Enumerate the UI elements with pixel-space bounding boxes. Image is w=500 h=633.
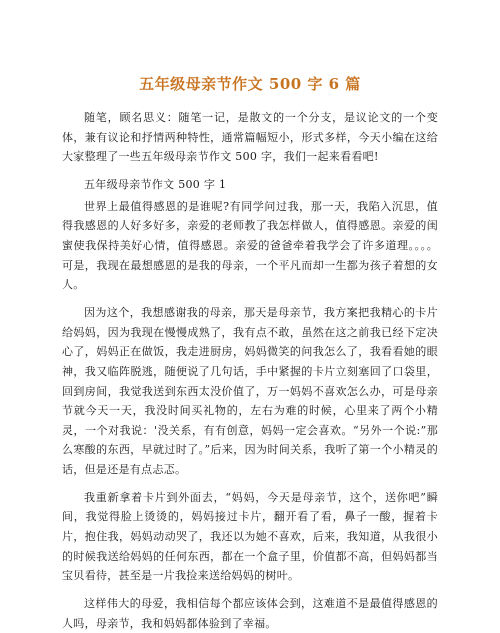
section-heading: 五年级母亲节作文 500 字 1 xyxy=(84,178,227,192)
intro-paragraph: 随笔，顾名思义：随笔一记，是散文的一个分支，是议论文的一个变体，兼有议论和抒情两种特性，通常篇幅短小，形式多样，今天小编在这给大家整理了一些五年级母亲节作文 500 字，我们一起来看看吧! xyxy=(62,111,438,164)
body-paragraph-4: 这样伟大的母爱，我相信每个都应该体会到，这难道不是最值得感恩的人吗，母亲节，我和妈妈都体验到了幸福。 xyxy=(62,597,438,630)
body-paragraph-2: 因为这个，我想感谢我的母亲，那天是母亲节，我方案把我精心的卡片给妈妈，因为我现在慢慢成熟了，我有点不敢，虽然在这之前我已经下定决心了，妈妈正在做饭，我走进厨房，妈妈微笑的问我怎么了，我看看她的眼神，我又临阵脱逃，随便说了几句话，手中紧握的卡片立刻塞回了口袋里，回到房间，我觉我送到东西太没价值了，万一妈妈不喜欢怎么办，可是母亲节就今天一天，我没时间买礼物的，左右为难的时候，心里来了两个小精灵，一个对我说：'没关系，有有创意，妈妈一定会喜欢。“另外一个说:”那么寒酸的东西，早就过时了。”后来，因为时间关系，我听了第一个小精灵的话，但是还是有点忐忑。 xyxy=(62,306,438,476)
body-paragraph-3: 我重新拿着卡片到外面去，“妈妈，今天是母亲节，这个，送你吧”瞬间，我觉得脸上烫烫的，妈妈接过卡片，翻开看了看，鼻子一酸，握着卡片，抱住我，妈妈动动哭了，我还以为她不喜欢，后来，我知道，从我很小的时候我送给妈妈的任何东西，都在一个盒子里，价值都不高，但妈妈都当宝贝看待，甚至是一片我捡来送给妈妈的树叶。 xyxy=(62,490,438,583)
body-paragraph-1: 世界上最值得感恩的是谁呢?有同学问过我，那一天，我陷入沉思，值得我感恩的人好多好多，亲爱的老师教了我怎样做人，值得感恩。亲爱的闺蜜使我保持美好心情，值得感恩。亲爱的爸爸牵着我学会了许多道理。。。。可是，我现在最想感恩的是我的母亲，一个平凡而却一生都为孩子着想的女人。 xyxy=(62,199,438,292)
document-title: 五年级母亲节作文 500 字 6 篇 xyxy=(139,75,361,93)
